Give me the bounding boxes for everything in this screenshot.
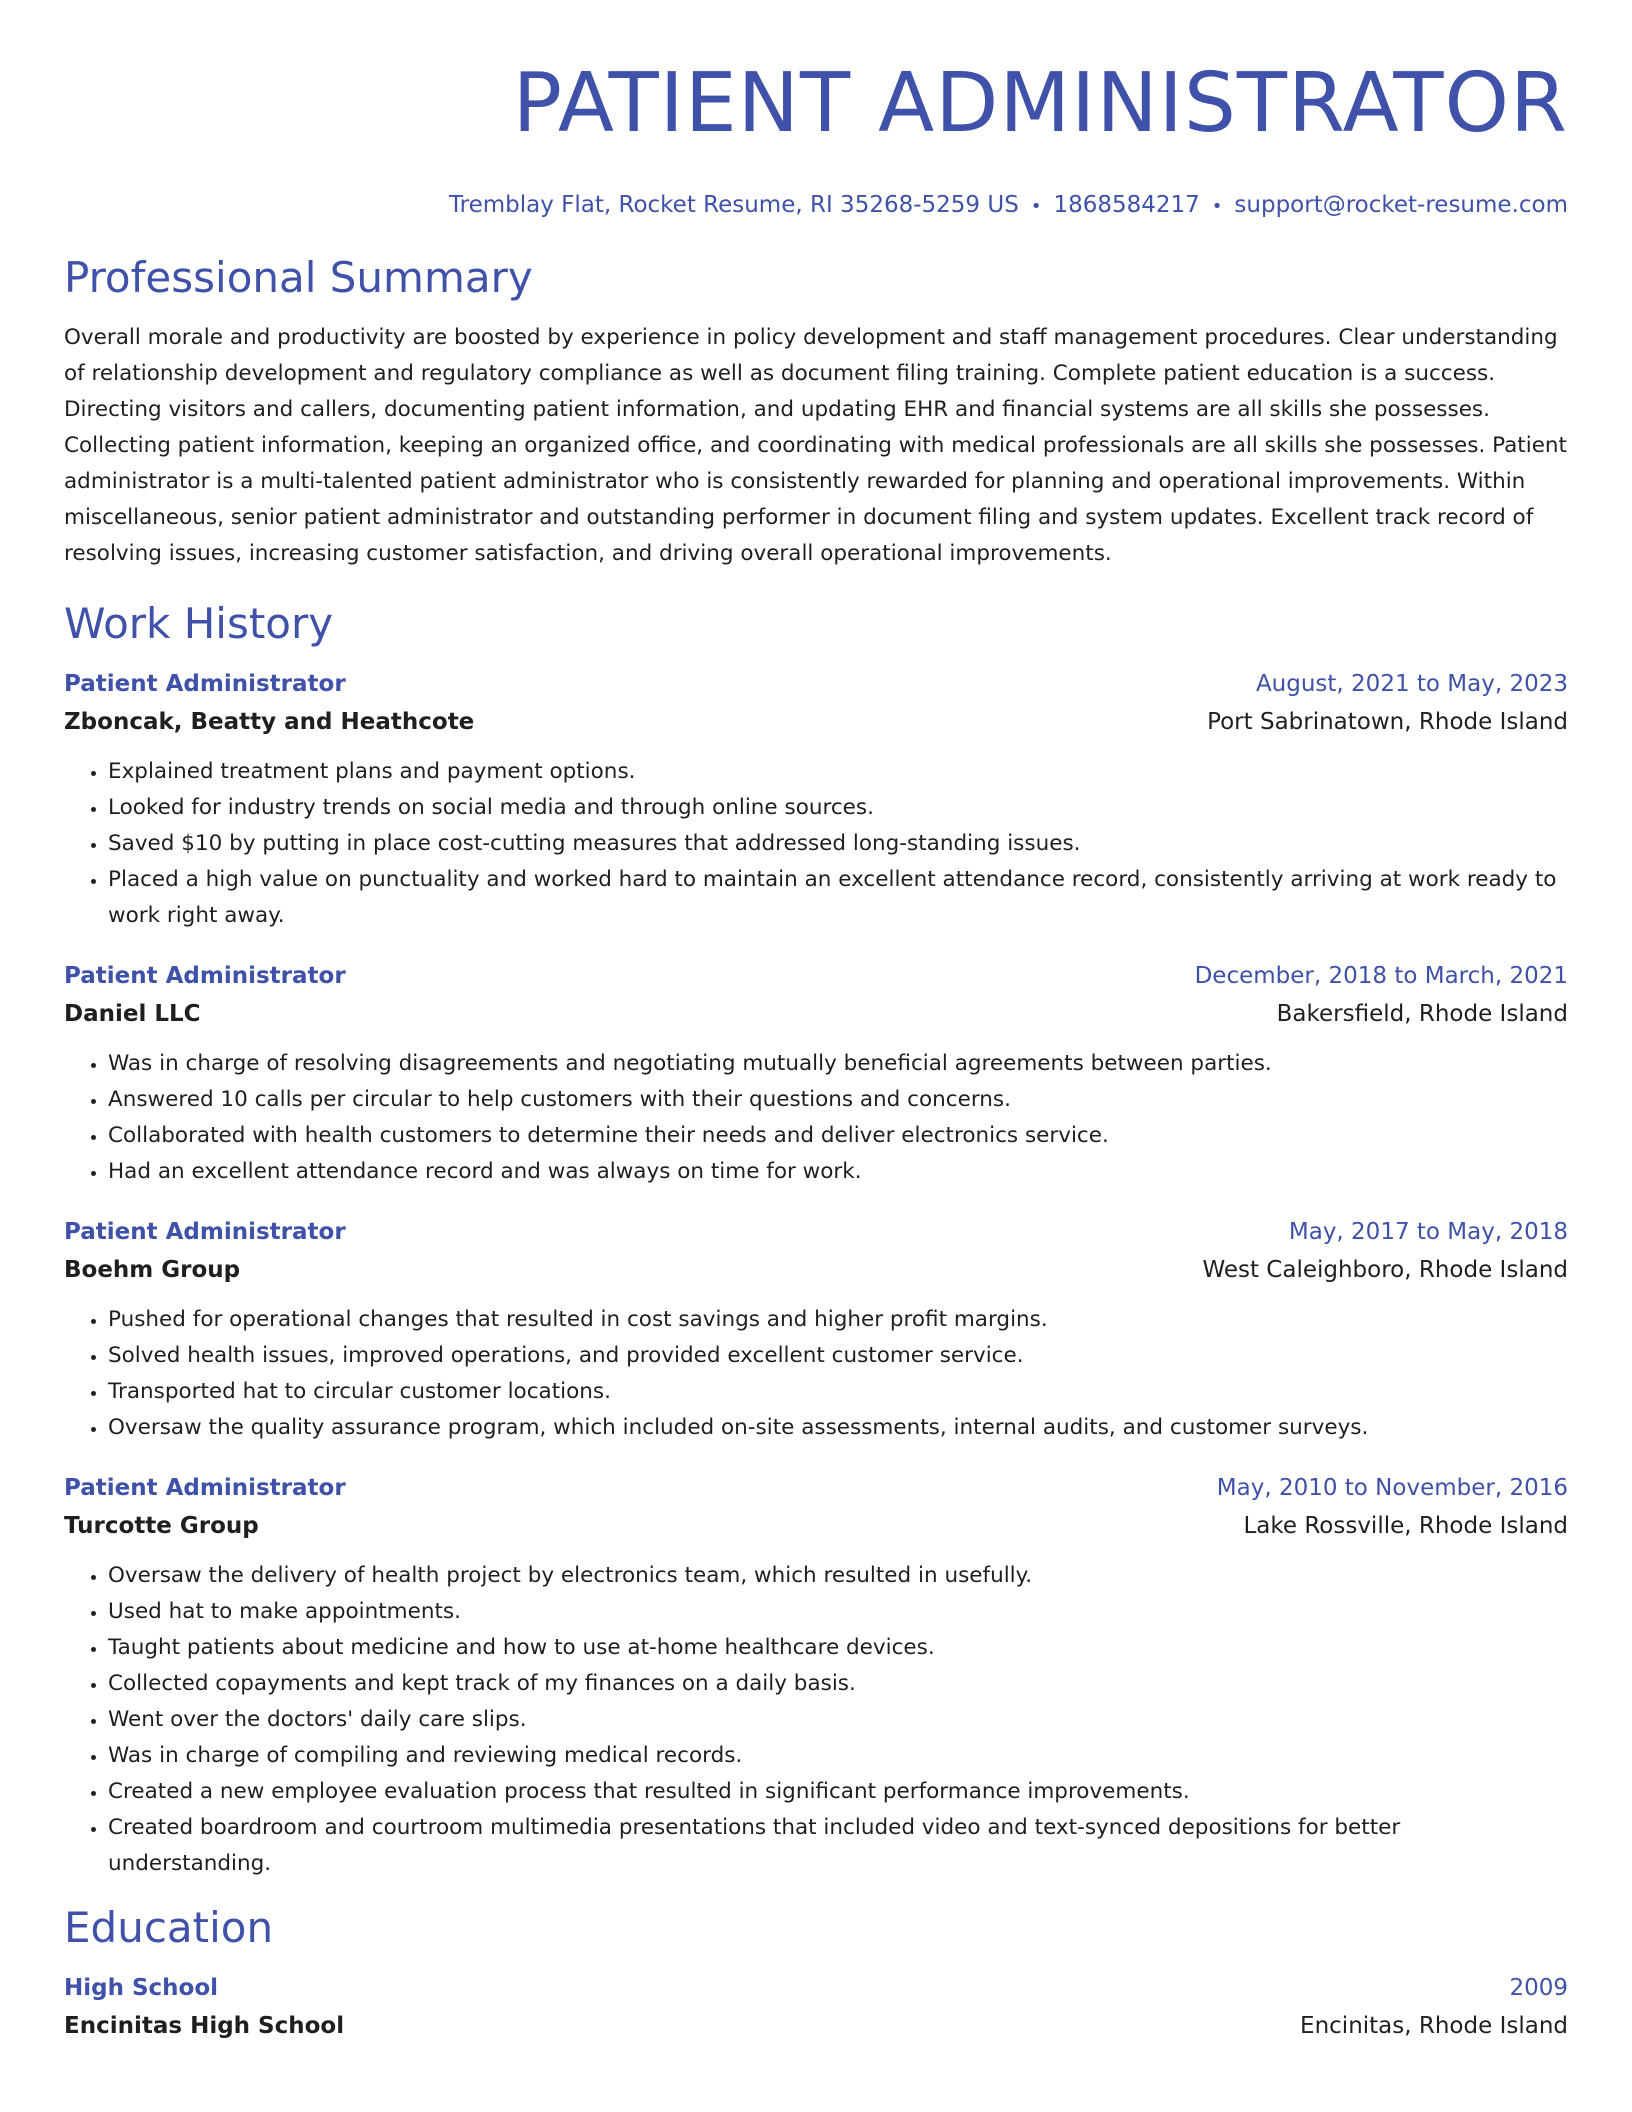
- job-entry: [64, 1470, 1568, 1882]
- job-bullet: • Explained treatment plans and payment options.: [108, 754, 1568, 790]
- job-location: Bakersfield, Rhode Island: [1276, 1001, 1568, 1027]
- job-bullet: • Looked for industry trends on social media and through online sources.: [108, 790, 1568, 826]
- job-bullet: • Transported hat to circular customer locations.: [108, 1374, 1568, 1410]
- job-dates: August, 2021 to May, 2023: [1255, 671, 1568, 697]
- job-bullets: [64, 1046, 1568, 1190]
- job-location: West Caleighboro, Rhode Island: [1202, 1257, 1568, 1283]
- job-location: Lake Rossville, Rhode Island: [1243, 1513, 1568, 1539]
- job-bullet: • Had an excellent attendance record and was always on time for work.: [108, 1154, 1568, 1190]
- job-entry: [64, 958, 1568, 1190]
- job-dates: December, 2018 to March, 2021: [1194, 963, 1568, 989]
- education-location: Encinitas, Rhode Island: [1300, 2013, 1568, 2039]
- job-employer: Turcotte Group: [64, 1513, 259, 1539]
- job-bullet: • Used hat to make appointments.: [108, 1594, 1568, 1630]
- education-entry: [64, 1970, 1568, 2046]
- job-title: Patient Administrator: [64, 963, 346, 989]
- job-entry: [64, 666, 1568, 934]
- job-bullet: • Collaborated with health customers to determine their needs and deliver electronics service.: [108, 1118, 1568, 1154]
- summary-heading: Professional Summary: [64, 253, 533, 302]
- job-bullet: • Solved health issues, improved operations, and provided excellent customer service.: [108, 1338, 1568, 1374]
- job-bullet: • Was in charge of resolving disagreements and negotiating mutually beneficial agreements between parties.: [108, 1046, 1568, 1082]
- job-dates: May, 2017 to May, 2018: [1288, 1219, 1568, 1245]
- job-bullet: • Oversaw the delivery of health project by electronics team, which resulted in usefully.: [108, 1558, 1568, 1594]
- job-employer: Zboncak, Beatty and Heathcote: [64, 709, 475, 735]
- job-bullets: [64, 1558, 1568, 1882]
- work-history-heading: Work History: [64, 599, 334, 648]
- education-heading: Education: [64, 1903, 274, 1952]
- contact-separator: •: [1211, 196, 1223, 217]
- job-bullet: • Saved $10 by putting in place cost-cutting measures that addressed long-standing issues.: [108, 826, 1568, 862]
- job-bullet: • Taught patients about medicine and how to use at-home healthcare devices.: [108, 1630, 1568, 1666]
- job-bullets: [64, 1302, 1568, 1446]
- job-bullets: [64, 754, 1568, 934]
- job-title: Patient Administrator: [64, 1219, 346, 1245]
- job-bullet: • Answered 10 calls per circular to help customers with their questions and concerns.: [108, 1082, 1568, 1118]
- job-bullet: • Created boardroom and courtroom multimedia presentations that included video and text-synced depositions for better understanding.: [108, 1810, 1568, 1882]
- job-bullet: • Was in charge of compiling and reviewing medical records.: [108, 1738, 1568, 1774]
- education-degree: High School: [64, 1975, 219, 2001]
- job-bullet: • Oversaw the quality assurance program, which included on-site assessments, internal audits, and customer surveys.: [108, 1410, 1568, 1446]
- job-employer: Boehm Group: [64, 1257, 241, 1283]
- job-title: Patient Administrator: [64, 1475, 346, 1501]
- resume-name: PATIENT ADMINISTRATOR: [512, 56, 1568, 151]
- job-dates: May, 2010 to November, 2016: [1216, 1475, 1568, 1501]
- job-bullet: • Placed a high value on punctuality and worked hard to maintain an excellent attendance record, consistently arriving at work ready to work right away.: [108, 862, 1568, 934]
- contact-separator: •: [1030, 196, 1042, 217]
- contact-phone: 1868584217: [1053, 192, 1200, 218]
- summary-text: Overall morale and productivity are boosted by experience in policy development and staff management procedures. Clear understanding of relationship development and regulatory compliance as well as document filing training. Complete patient education is a success. Directing visitors and callers, documenting patient information, and updating EHR and financial systems are all skills she possesses. Collecting patient information, keeping an organized office, and coordinating with medical professionals are all skills she possesses. Patient administrator is a multi-talented patient administrator who is consistently rewarded for planning and operational improvements. Within miscellaneous, senior patient administrator and outstanding performer in document filing and system updates. Excellent track record of resolving issues, increasing customer satisfaction, and driving overall operational improvements.: [64, 325, 1567, 566]
- contact-line: [64, 190, 1568, 222]
- job-bullet: • Pushed for operational changes that resulted in cost savings and higher profit margins.: [108, 1302, 1568, 1338]
- contact-email[interactable]: support@rocket-resume.com: [1234, 192, 1568, 218]
- education-school: Encinitas High School: [64, 2013, 345, 2039]
- job-bullet: • Collected copayments and kept track of my finances on a daily basis.: [108, 1666, 1568, 1702]
- job-location: Port Sabrinatown, Rhode Island: [1207, 709, 1568, 735]
- education-year: 2009: [1509, 1975, 1568, 2001]
- job-bullet: • Went over the doctors' daily care slips.: [108, 1702, 1568, 1738]
- job-entry: [64, 1214, 1568, 1446]
- contact-address: Tremblay Flat, Rocket Resume, RI 35268-5259 US: [448, 192, 1019, 218]
- job-employer: Daniel LLC: [64, 1001, 201, 1027]
- job-bullet: • Created a new employee evaluation process that resulted in significant performance improvements.: [108, 1774, 1568, 1810]
- job-title: Patient Administrator: [64, 671, 346, 697]
